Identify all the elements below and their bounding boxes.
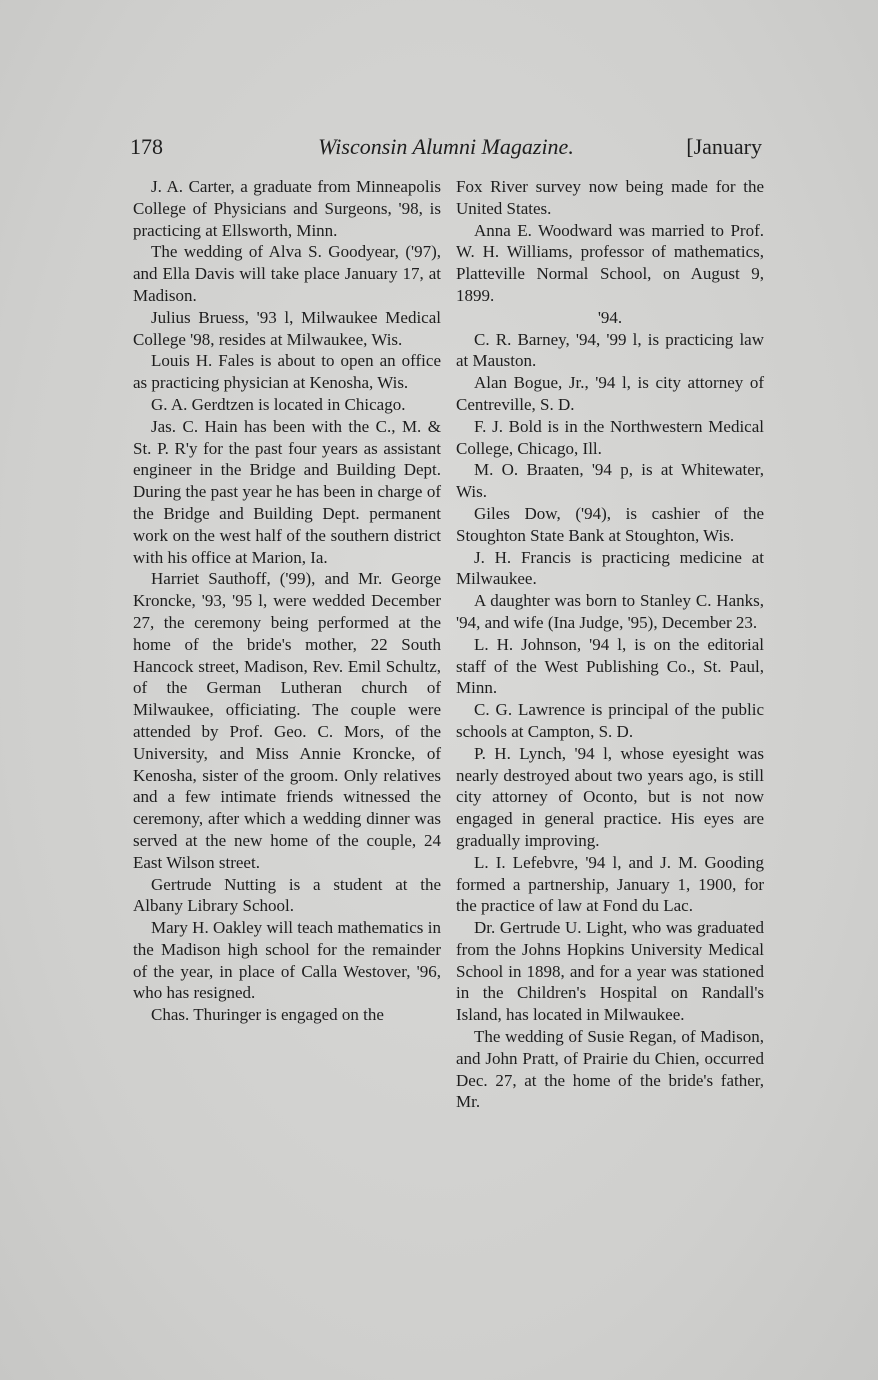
- paragraph: P. H. Lynch, '94 l, whose eyesight was nearly destroyed about two years ago, is still city attorney of Oconto, but is not now engaged in general practice. His eyes are gradually improving.: [456, 743, 764, 850]
- paragraph: Giles Dow, ('94), is cashier of the Stoughton State Bank at Stoughton, Wis.: [456, 503, 764, 545]
- paragraph: M. O. Braaten, '94 p, is at Whitewater, Wis.: [456, 460, 764, 502]
- paragraph: J. A. Carter, a graduate from Minneapolis College of Physicians and Surgeons, '98, is practicing at Ellsworth, Minn.: [133, 177, 441, 240]
- paragraph: L. H. Johnson, '94 l, is on the editorial staff of the West Publishing Co., St. Paul, Minn.: [456, 634, 764, 698]
- paragraph: Julius Bruess, '93 l, Milwaukee Medical College '98, resides at Milwaukee, Wis.: [133, 307, 441, 349]
- paragraph: Dr. Gertrude U. Light, who was graduated from the Johns Hopkins University Medical School in 1898, and for a year was stationed in the Children's Hospital on Randall's Island, has located in Milwaukee.: [456, 918, 764, 1025]
- paragraph: F. J. Bold is in the Northwestern Medical College, Chicago, Ill.: [456, 416, 764, 458]
- magazine-title: Wisconsin Alumni Magazine.: [318, 134, 574, 159]
- class-year-heading: '94.: [597, 307, 623, 327]
- paragraph: The wedding of Alva S. Goodyear, ('97), and Ella Davis will take place January 17, at Madison.: [133, 242, 441, 305]
- paragraph: Anna E. Woodward was married to Prof. W. H. Williams, professor of mathematics, Platteville Normal School, on August 9, 1899.: [456, 220, 764, 305]
- paragraph: Jas. C. Hain has been with the C., M. & St. P. R'y for the past four years as assistant engineer in the Bridge and Building Dept. During the past year he has been in charge of the Bridge and Building Dept. permanent work on the west half of the southern district with his office at Marion, Ia.: [133, 416, 441, 567]
- paragraph: C. R. Barney, '94, '99 l, is practicing law at Mauston.: [456, 329, 764, 371]
- paragraph: Mary H. Oakley will teach mathematics in the Madison high school for the remainder of the year, in place of Calla Westover, '96, who has resigned.: [133, 918, 441, 1003]
- paragraph: Alan Bogue, Jr., '94 l, is city attorney of Centreville, S. D.: [456, 373, 764, 414]
- left-column: [133, 176, 441, 1026]
- page-header: [130, 134, 762, 166]
- paragraph: The wedding of Susie Regan, of Madison, and John Pratt, of Prairie du Chien, occurred Dec. 27, at the home of the bride's father, Mr.: [456, 1027, 764, 1112]
- issue-month: [January: [686, 134, 762, 159]
- paragraph: Gertrude Nutting is a student at the Albany Library School.: [133, 874, 441, 916]
- paragraph: Louis H. Fales is about to open an office as practicing physician at Kenosha, Wis.: [133, 351, 441, 393]
- paragraph: C. G. Lawrence is principal of the public schools at Campton, S. D.: [456, 700, 764, 741]
- paragraph: L. I. Lefebvre, '94 l, and J. M. Gooding formed a partnership, January 1, 1900, for the practice of law at Fond du Lac.: [456, 852, 764, 916]
- paragraph: G. A. Gerdtzen is located in Chicago.: [151, 394, 406, 414]
- right-column: [456, 176, 764, 1113]
- paragraph: J. H. Francis is practicing medicine at Milwaukee.: [456, 547, 764, 589]
- page-number: 178: [130, 134, 163, 159]
- continued-paragraph: Fox River survey now being made for the United States.: [456, 177, 764, 218]
- paragraph: Chas. Thuringer is engaged on the: [151, 1005, 384, 1025]
- paragraph: Harriet Sauthoff, ('99), and Mr. George Kroncke, '93, '95 l, were wedded December 27, the ceremony being performed at the home of the bride's mother, 22 South Hancock street, Madison, Rev. Emil Schultz, of the German Lutheran church of Milwaukee, officiating. The couple were attended by Prof. Geo. C. Mors, of the University, and Miss Annie Kroncke, of Kenosha, sister of the groom. Only relatives and a few intimate friends witnessed the ceremony, after which a wedding dinner was served at the new home of the couple, 24 East Wilson street.: [133, 569, 441, 872]
- paragraph: A daughter was born to Stanley C. Hanks, '94, and wife (Ina Judge, '95), December 23.: [456, 591, 764, 632]
